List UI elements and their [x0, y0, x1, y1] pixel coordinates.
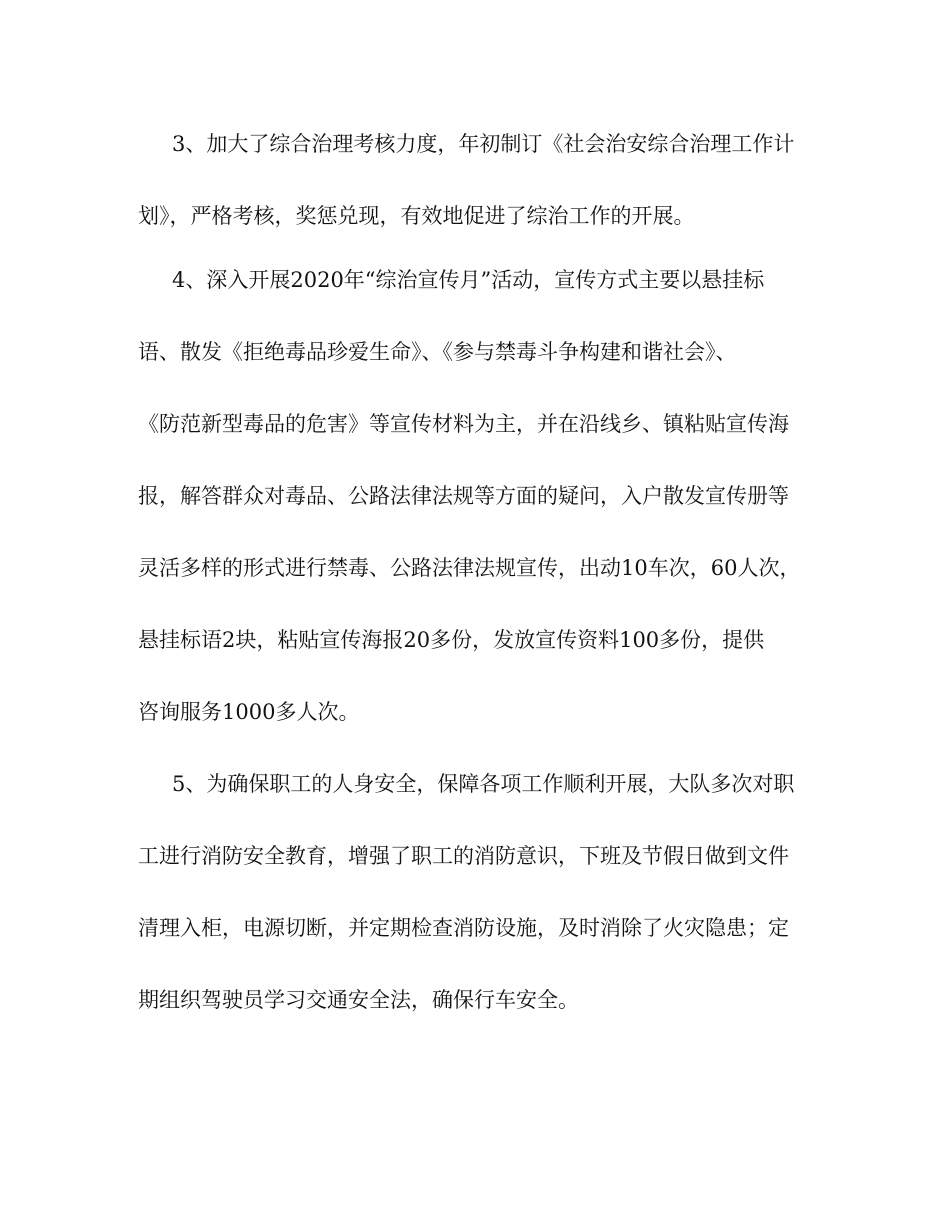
- paragraph-4-line-7: 咨询服务1000多人次。: [138, 700, 360, 724]
- paragraph-5-line-4: 期组织驾驶员学习交通安全法，确保行车安全。: [138, 988, 579, 1012]
- paragraph-4-line-4: 报，解答群众对毒品、公路法律法规等方面的疑问，入户散发宣传册等: [138, 484, 789, 508]
- paragraph-4-line-2: 语、散发《拒绝毒品珍爱生命》、《参与禁毒斗争构建和谐社会》、: [138, 340, 737, 364]
- paragraph-5-line-3: 清理入柜，电源切断，并定期检查消防设施，及时消除了火灾隐患；定: [138, 916, 789, 940]
- paragraph-3-line-2: 划》，严格考核，奖惩兑现，有效地促进了综治工作的开展。: [138, 204, 695, 228]
- paragraph-4-line-3: 《防范新型毒品的危害》等宣传材料为主，并在沿线乡、镇粘贴宣传海: [138, 412, 789, 436]
- paragraph-4-line-5: 灵活多样的形式进行禁毒、公路法律法规宣传，出动10车次，60人次，: [138, 556, 801, 580]
- paragraph-4-line-1: 4、深入开展2020年“综治宣传月”活动，宣传方式主要以悬挂标: [172, 268, 765, 292]
- paragraph-4-line-6: 悬挂标语2块，粘贴宣传海报20多份，发放宣传资料100多份，提供: [138, 628, 765, 652]
- paragraph-5-line-2: 工进行消防安全教育，增强了职工的消防意识，下班及节假日做到文件: [138, 844, 789, 868]
- paragraph-5-line-1: 5、为确保职工的人身安全，保障各项工作顺利开展，大队多次对职: [172, 772, 795, 796]
- paragraph-3-line-1: 3、加大了综合治理考核力度，年初制订《社会治安综合治理工作计: [172, 132, 795, 156]
